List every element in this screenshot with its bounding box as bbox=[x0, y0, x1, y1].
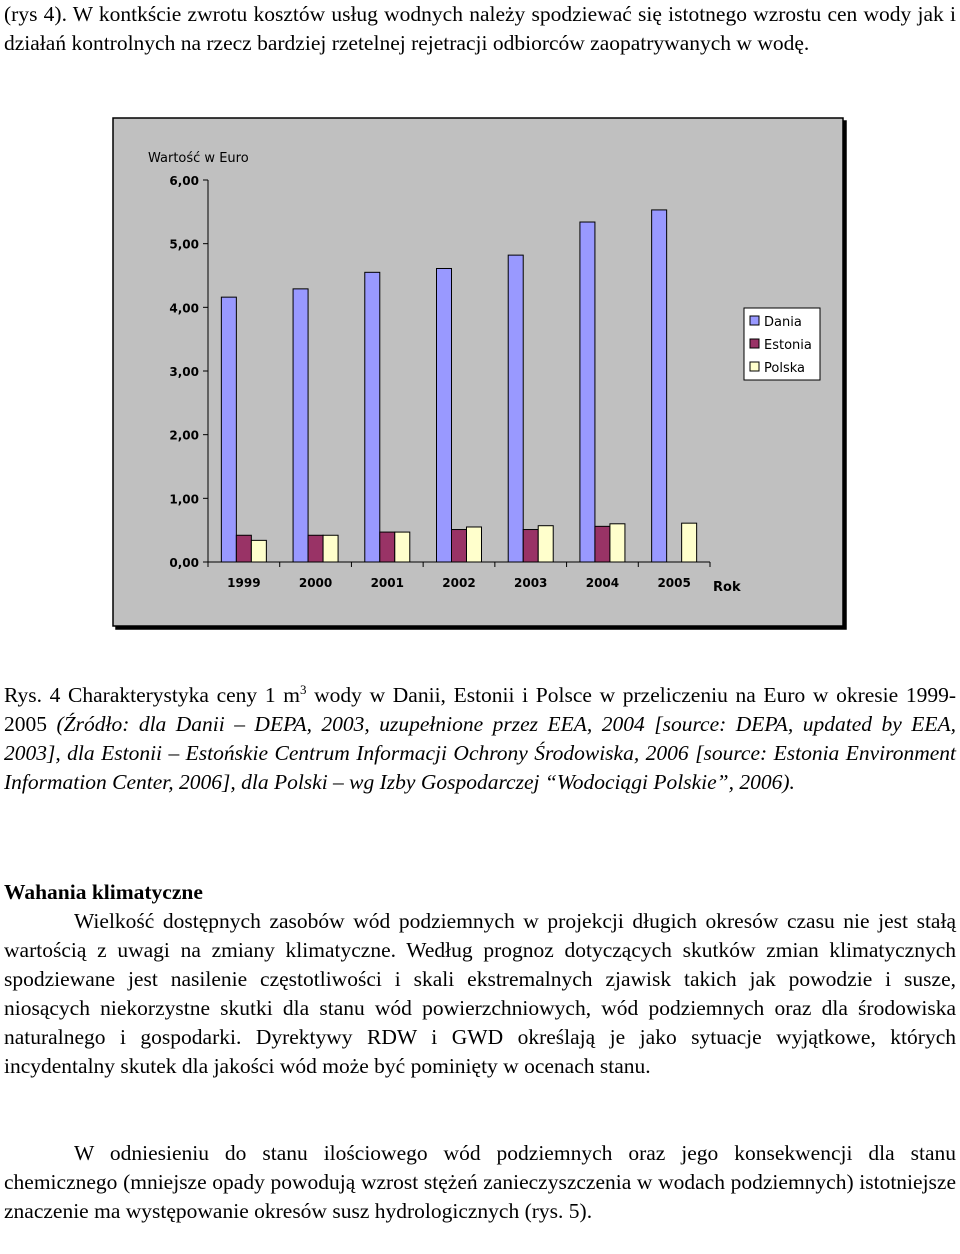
y-tick-label: 1,00 bbox=[169, 492, 199, 507]
bar-polska-2005 bbox=[682, 523, 697, 562]
figure-caption bbox=[4, 675, 956, 797]
bar-polska-2002 bbox=[467, 527, 482, 562]
bar-dania-2003 bbox=[508, 255, 523, 562]
bar-estonia-2000 bbox=[308, 535, 323, 562]
bar-dania-1999 bbox=[221, 297, 236, 562]
bar-polska-2000 bbox=[323, 535, 338, 562]
legend-swatch bbox=[750, 362, 759, 371]
y-tick-label: 3,00 bbox=[169, 365, 199, 379]
y-tick-label: 0,00 bbox=[169, 556, 199, 570]
bar-dania-2000 bbox=[293, 289, 308, 562]
section-heading: Wahania klimatyczne bbox=[4, 880, 203, 904]
bar-dania-2001 bbox=[365, 272, 380, 562]
bar-estonia-1999 bbox=[236, 535, 251, 562]
drought-paragraph bbox=[4, 1139, 956, 1226]
x-axis-label: Rok bbox=[713, 580, 741, 595]
price-chart-svg bbox=[110, 116, 848, 630]
bar-estonia-2004 bbox=[595, 526, 610, 562]
bar-estonia-2003 bbox=[523, 530, 538, 562]
bar-dania-2004 bbox=[580, 222, 595, 562]
climate-paragraph-text: Wielkość dostępnych zasobów wód podziemnych w projekcji długich okresów czasu nie jest stałą wartością z uwagi na zmiany klimatyczne. Według prognoz dotyczących skutków zmian klimatycznych spodziewane jest nasilenie częstotliwości i skali ekstremalnych zjawisk takich jak powodzie i susze, niosących niekorzystne skutki dla stanu wód powierzchniowych, wód podziemnych oraz dla środowiska naturalnego i gospodarki. Dyrektywy RDW i GWD określają je jako sytuacje wyjątkowe, których incydentalny skutek dla jakości wód może być pominięty w ocenach stanu. bbox=[4, 909, 956, 1078]
bar-dania-2005 bbox=[652, 210, 667, 562]
legend-swatch bbox=[750, 339, 759, 348]
bar-dania-2002 bbox=[437, 268, 452, 562]
bar-estonia-2002 bbox=[452, 530, 467, 562]
bar-polska-2001 bbox=[395, 532, 410, 562]
x-tick-label: 1999 bbox=[227, 576, 261, 590]
drought-paragraph-text: W odniesieniu do stanu ilościowego wód podziemnych oraz jego konsekwencji dla stanu chemicznego (mniejsze opady powodują wzrost stężeń zanieczyszczenia w wodach podziemnych) istotniejsze znaczenie ma występowanie okresów susz hydrologicznych (rys. 5). bbox=[4, 1141, 956, 1223]
x-tick-label: 2002 bbox=[442, 576, 476, 590]
x-tick-label: 2001 bbox=[370, 576, 404, 590]
legend bbox=[744, 308, 820, 380]
bar-polska-1999 bbox=[251, 540, 266, 562]
x-tick-label: 2004 bbox=[585, 576, 620, 590]
x-tick-label: 2000 bbox=[298, 576, 333, 590]
y-tick-label: 5,00 bbox=[169, 237, 199, 252]
y-tick-label: 6,00 bbox=[169, 174, 199, 188]
y-axis-label: Wartość w Euro bbox=[148, 151, 249, 166]
bar-estonia-2001 bbox=[380, 532, 395, 562]
bar-polska-2003 bbox=[538, 526, 553, 562]
bar-polska-2004 bbox=[610, 524, 625, 562]
caption-prefix: Rys. 4 Charakterystyka ceny 1 m bbox=[4, 683, 300, 708]
caption-middle: wody w Danii, Estonii i Polsce w przeliczeniu na Euro w okresie 1999-2005 bbox=[4, 683, 956, 737]
caption-superscript: 3 bbox=[299, 682, 307, 697]
legend-swatch bbox=[750, 316, 759, 325]
caption-source: (Źródło: dla Danii – DEPA, 2003, uzupełnione przez EEA, 2004 [source: DEPA, updated by EEA, 2003], dla Estonii – Estońskie Centrum Informacji Ochrony Środowiska, 2006 [source: Estonia Environment Information Center, 2006], dla Polski – wg Izby Gospodarczej “Wodociągi Polskie”, 2006). bbox=[4, 712, 957, 795]
x-tick-label: 2003 bbox=[514, 576, 548, 590]
climate-paragraph bbox=[4, 907, 956, 1081]
price-chart bbox=[110, 116, 848, 630]
legend-label: Estonia bbox=[764, 338, 812, 353]
x-tick-label: 2005 bbox=[657, 576, 691, 590]
y-tick-label: 2,00 bbox=[169, 428, 199, 443]
legend-label: Dania bbox=[764, 315, 802, 330]
intro-paragraph: (rys 4). W kontkście zwrotu kosztów usług wodnych należy spodziewać się istotnego wzrostu cen wody jak i działań kontrolnych na rzecz bardziej rzetelnej rejetracji odbiorców zaopatrywanych w wodę. bbox=[4, 2, 956, 55]
y-tick-label: 4,00 bbox=[169, 301, 199, 316]
legend-label: Polska bbox=[764, 361, 805, 376]
